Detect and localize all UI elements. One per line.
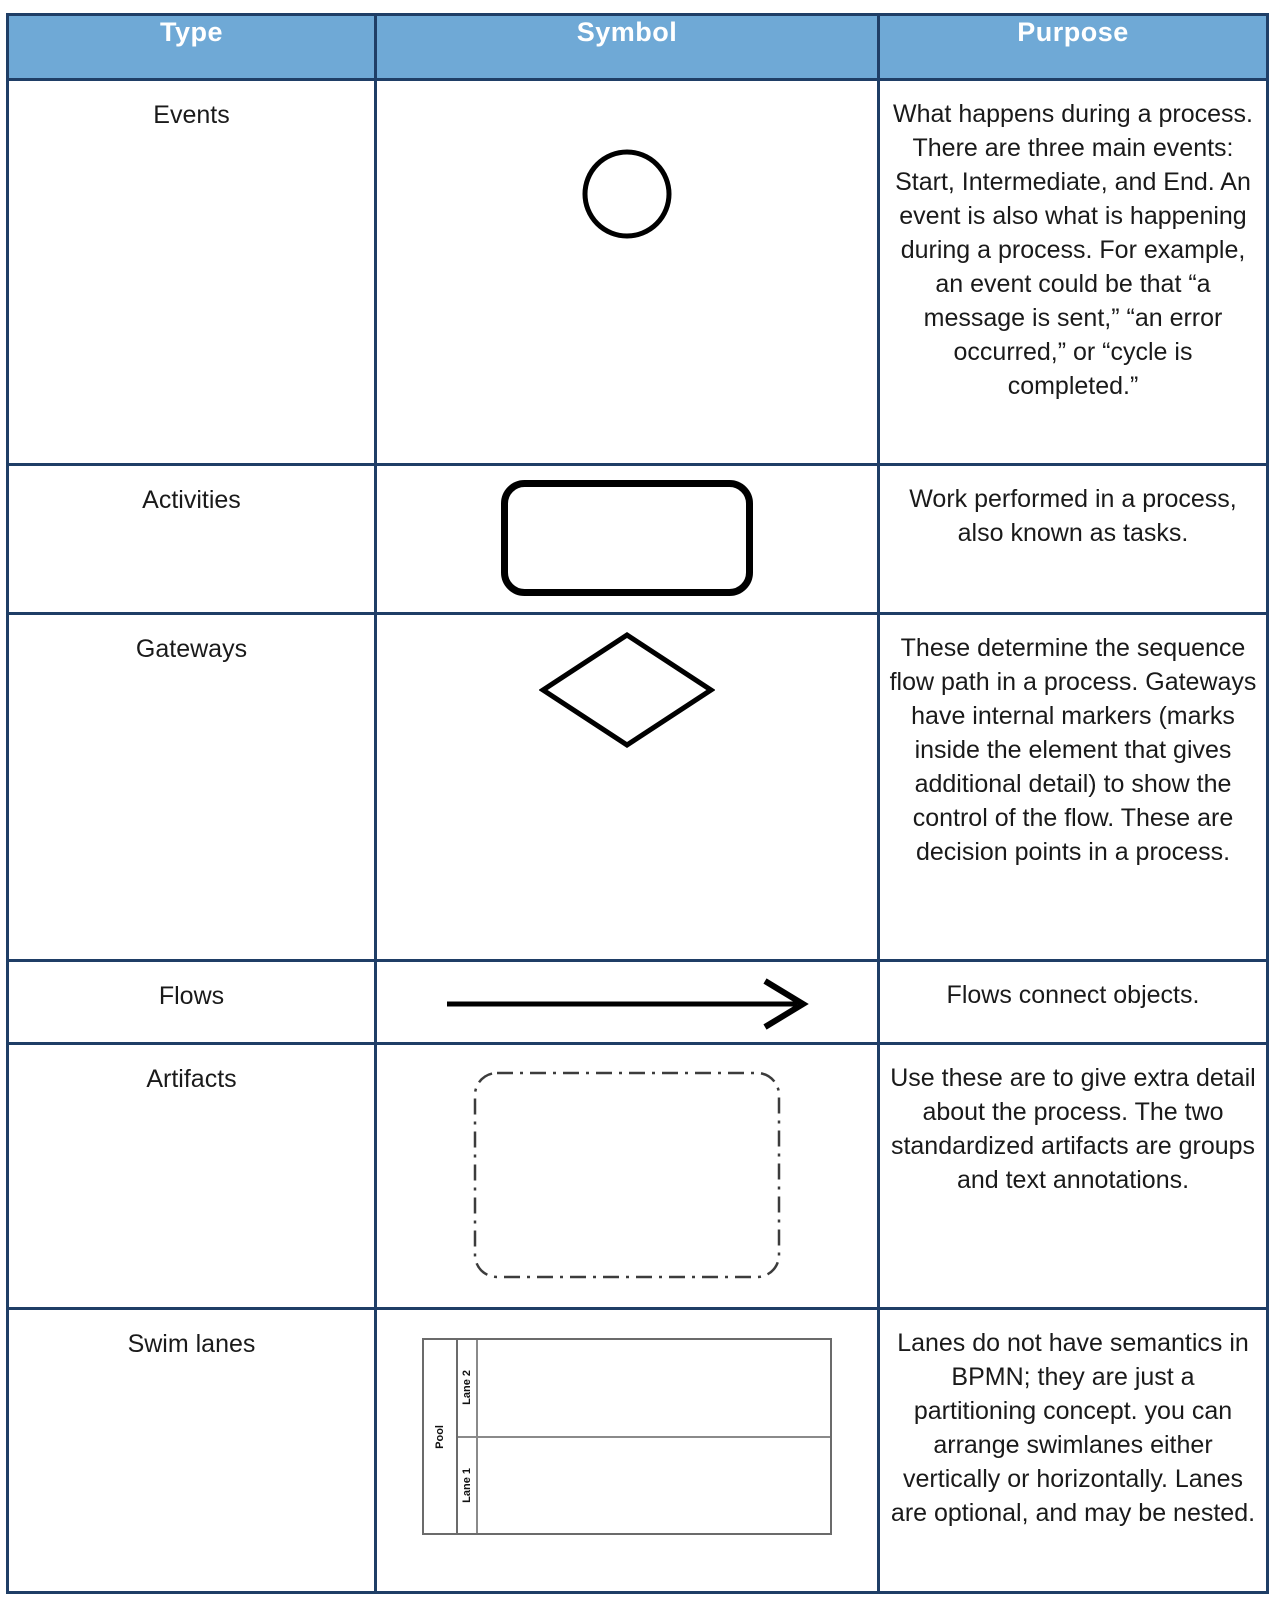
purpose-text-flows: Flows connect objects. <box>879 961 1268 1044</box>
header-symbol: Symbol <box>376 15 879 80</box>
swimlane-pool-diagram <box>422 1338 832 1535</box>
type-label-artifacts: Artifacts <box>8 1044 376 1309</box>
lane-1-label: Lane 1 <box>461 1467 473 1503</box>
flow-arrow-icon <box>441 973 813 1035</box>
symbol-cell-gateways <box>376 614 879 961</box>
table-row-events <box>8 80 1268 465</box>
header-type: Type <box>8 15 376 80</box>
lane-1 <box>458 1436 830 1534</box>
type-label-events: Events <box>8 80 376 465</box>
purpose-text-gateways: These determine the sequence flow path in a process. Gateways have internal markers (marks inside the element that gives additional detail) to show the control of the flow. These are decision points in a process. <box>879 614 1268 961</box>
purpose-text-activities: Work performed in a process, also known as tasks. <box>879 465 1268 614</box>
table-row-artifacts <box>8 1044 1268 1309</box>
lane-1-label-band <box>458 1438 478 1534</box>
header-row <box>8 15 1268 80</box>
lane-2-label: Lane 2 <box>461 1370 473 1406</box>
event-circle-icon <box>580 147 674 241</box>
gateway-diamond-icon <box>539 631 715 749</box>
header-purpose: Purpose <box>879 15 1268 80</box>
type-label-gateways: Gateways <box>8 614 376 961</box>
type-label-swimlanes: Swim lanes <box>8 1309 376 1593</box>
artifact-group-dashed-rectangle-icon <box>472 1070 782 1280</box>
lane-2 <box>458 1340 830 1436</box>
table-row-flows <box>8 961 1268 1044</box>
type-label-activities: Activities <box>8 465 376 614</box>
purpose-text-swimlanes: Lanes do not have semantics in BPMN; they are just a partitioning concept. you can arrange swimlanes either vertically or horizontally. Lanes are optional, and may be nested. <box>879 1309 1268 1593</box>
symbol-cell-activities <box>376 465 879 614</box>
purpose-text-artifacts: Use these are to give extra detail about the process. The two standardized artifacts are groups and text annotations. <box>879 1044 1268 1309</box>
lane-1-body <box>478 1438 830 1534</box>
lane-2-label-band <box>458 1340 478 1436</box>
pool-lanes <box>458 1340 830 1533</box>
symbol-cell-events <box>376 80 879 465</box>
symbol-cell-swimlanes <box>376 1309 879 1593</box>
table-row-activities <box>8 465 1268 614</box>
type-label-flows: Flows <box>8 961 376 1044</box>
bpmn-symbols-table <box>6 13 1269 1594</box>
pool-name-band <box>424 1340 458 1533</box>
symbol-cell-flows <box>376 961 879 1044</box>
symbol-cell-artifacts <box>376 1044 879 1309</box>
pool-label: Pool <box>434 1424 446 1449</box>
activity-rounded-rectangle-icon <box>500 479 754 597</box>
lane-2-body <box>478 1340 830 1436</box>
table-row-gateways <box>8 614 1268 961</box>
table-row-swimlanes <box>8 1309 1268 1593</box>
purpose-text-events: What happens during a process. There are three main events: Start, Intermediate, and End. An event is also what is happening during a process. For example, an event could be that “a message is sent,” “an error occurred,” or “cycle is completed.” <box>879 80 1268 465</box>
